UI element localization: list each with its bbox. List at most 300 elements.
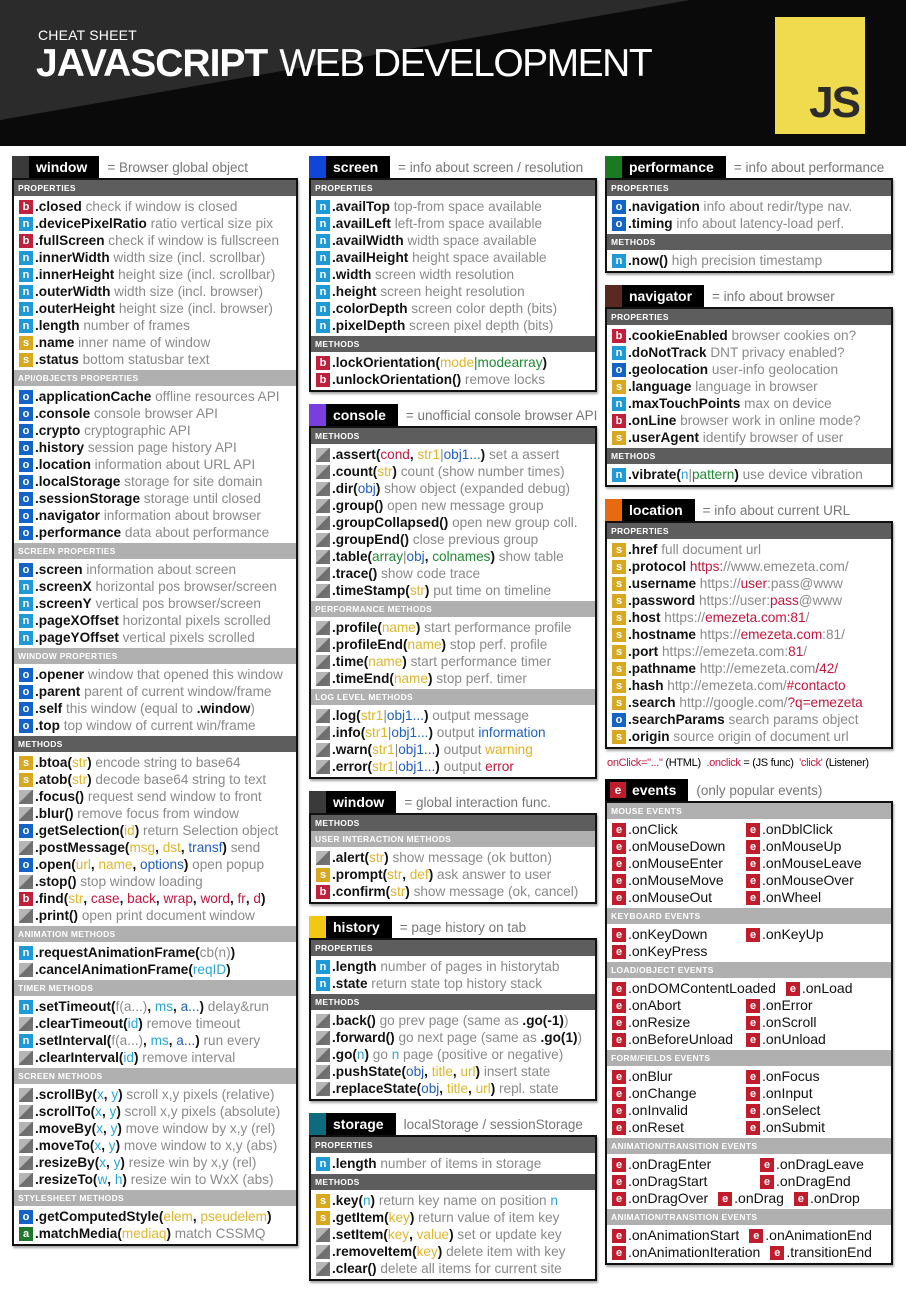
list-item[interactable] (19, 405, 292, 422)
row-text-segment: remove timeout (142, 1016, 241, 1031)
card-title: navigator (629, 288, 693, 304)
function-badge-icon (316, 584, 330, 598)
list-item[interactable] (19, 300, 292, 317)
list-item[interactable] (19, 1225, 292, 1242)
event-row (612, 1068, 887, 1085)
row-text-segment: .length (332, 1156, 377, 1171)
list-item[interactable] (19, 998, 292, 1015)
event-item[interactable] (746, 1031, 887, 1048)
event-item[interactable] (786, 980, 853, 997)
row-text-segment: x (95, 1104, 102, 1119)
list-item[interactable] (19, 629, 292, 646)
list-item[interactable] (19, 490, 292, 507)
row-text-segment: mode (440, 355, 475, 370)
list-item[interactable] (316, 1155, 591, 1172)
row-text-segment: width size (incl. browser) (110, 284, 263, 299)
list-item[interactable] (612, 626, 887, 643)
list-item[interactable] (316, 266, 591, 283)
list-item[interactable] (612, 361, 887, 378)
row-text-segment: data about performance (121, 525, 270, 540)
list-item[interactable] (612, 429, 887, 446)
list-item[interactable] (19, 944, 292, 961)
row-text-segment: vertical pos browser/screen (91, 596, 261, 611)
row-text-segment: ) (120, 1155, 125, 1170)
row-text-segment: .status (35, 352, 79, 367)
event-badge-icon: e (612, 1121, 626, 1135)
function-badge-icon (316, 1065, 330, 1079)
row-text-segment: , (103, 1087, 112, 1102)
list-item[interactable] (316, 514, 591, 531)
list-item[interactable] (19, 422, 292, 439)
event-item[interactable] (746, 838, 887, 855)
list-item[interactable] (316, 548, 591, 565)
list-item[interactable] (612, 728, 887, 745)
row-text-segment: .navigation (628, 199, 700, 214)
row-text-segment: output (432, 725, 479, 740)
row-text-segment: top window of current win/frame (59, 718, 256, 733)
list-item[interactable] (612, 466, 887, 483)
row-text-segment: ) (138, 1016, 143, 1031)
row-text-segment: title (446, 1081, 469, 1096)
row-text-segment: .maxTouchPoints (628, 396, 741, 411)
row-text-segment: pseudelem (200, 1209, 267, 1224)
section-rows (14, 386, 296, 543)
card-description: = Browser global object (107, 159, 249, 175)
event-item[interactable] (612, 1156, 760, 1173)
event-item[interactable] (749, 1227, 872, 1244)
section-rows (14, 559, 296, 648)
row-text-segment: full document url (657, 542, 761, 557)
event-item[interactable] (612, 889, 746, 906)
event-item[interactable] (770, 1244, 872, 1261)
event-item[interactable] (760, 1156, 887, 1173)
row-text-segment: check if window is fullscreen (104, 233, 280, 248)
list-item[interactable] (316, 1063, 591, 1080)
row-text-segment: ) (195, 1033, 200, 1048)
event-item[interactable] (612, 872, 746, 889)
list-item[interactable] (612, 558, 887, 575)
number-badge-icon: n (316, 217, 330, 231)
number-badge-icon: n (612, 254, 626, 268)
row-text-segment: .history (35, 440, 85, 455)
row-text-segment: start performance profile (420, 620, 572, 635)
list-item[interactable] (316, 707, 591, 724)
list-item[interactable] (19, 907, 292, 924)
list-item[interactable] (19, 1208, 292, 1225)
list-item[interactable] (19, 507, 292, 524)
event-item[interactable] (746, 855, 887, 872)
event-item[interactable] (718, 1190, 784, 1207)
row-text-segment: .availWidth (332, 233, 404, 248)
event-item[interactable] (746, 1102, 887, 1119)
list-item[interactable] (19, 1086, 292, 1103)
row-text-segment: width space available (403, 233, 537, 248)
event-name: .onClick (628, 821, 678, 837)
list-item[interactable] (19, 524, 292, 541)
row-text-segment: delete item with key (442, 1244, 566, 1259)
row-text-segment: x (96, 1087, 104, 1102)
list-item[interactable] (316, 1029, 591, 1046)
section-header: PERFORMANCE METHODS (311, 601, 595, 617)
list-item[interactable] (316, 446, 591, 463)
row-text-segment: .navigator (35, 508, 100, 523)
list-item[interactable] (19, 317, 292, 334)
card-header (605, 779, 893, 801)
event-item[interactable] (612, 838, 746, 855)
row-text-segment: , (106, 1155, 114, 1170)
list-item[interactable] (612, 711, 887, 728)
row-text-segment: count (show number times) (396, 464, 565, 479)
list-item[interactable] (19, 1154, 292, 1171)
event-item[interactable] (612, 1031, 746, 1048)
row-text-segment: ) (375, 481, 381, 496)
list-item[interactable] (19, 198, 292, 215)
list-item[interactable] (316, 371, 591, 388)
list-item[interactable] (19, 873, 292, 890)
row-text-segment: .screenX (35, 579, 92, 594)
row-text-segment: http://google.com/ (675, 695, 788, 710)
section-rows (607, 250, 891, 271)
list-item[interactable] (19, 822, 292, 839)
list-item[interactable] (19, 473, 292, 490)
list-item[interactable] (316, 354, 591, 371)
list-item[interactable] (19, 856, 292, 873)
row-text-segment: ) (427, 671, 433, 686)
section-rows (311, 956, 595, 994)
list-item[interactable] (316, 883, 591, 900)
list-item[interactable] (19, 439, 292, 456)
list-item[interactable] (612, 609, 887, 626)
event-item[interactable] (612, 1173, 760, 1190)
row-text-segment: ) (428, 725, 433, 740)
list-item[interactable] (316, 1260, 591, 1277)
card-screen (309, 156, 597, 392)
event-row (612, 1227, 887, 1244)
event-item[interactable] (612, 926, 746, 943)
row-text-segment: output (439, 742, 486, 757)
list-item[interactable] (19, 232, 292, 249)
event-name: .onSubmit (762, 1119, 826, 1135)
event-item[interactable] (612, 821, 746, 838)
card-title-tab (605, 156, 726, 178)
card-performance (605, 156, 893, 273)
row-text-segment: ratio vertical size pix (146, 216, 273, 231)
list-item[interactable] (316, 758, 591, 775)
list-item[interactable] (612, 252, 887, 269)
event-row (612, 1085, 887, 1102)
list-item[interactable] (19, 788, 292, 805)
list-item[interactable] (612, 378, 887, 395)
card-title-tab (309, 156, 390, 178)
row-text-segment: .vibrate( (628, 467, 681, 482)
event-badge-icon: e (612, 1033, 626, 1047)
color-chip-icon (309, 791, 326, 813)
object-badge-icon: o (19, 424, 33, 438)
list-item[interactable] (316, 1192, 591, 1209)
function-badge-icon (316, 655, 330, 669)
row-text-segment: .fullScreen (35, 233, 105, 248)
list-item[interactable] (19, 1103, 292, 1120)
row-text-segment: delay&run (203, 999, 269, 1014)
boolean-badge-icon: b (316, 373, 330, 387)
row-text-segment: ) (134, 823, 140, 838)
event-name: .onMouseDown (628, 838, 726, 854)
list-item[interactable] (316, 300, 591, 317)
list-item[interactable] (19, 215, 292, 232)
row-text-segment: .availHeight (332, 250, 409, 265)
list-item[interactable] (19, 754, 292, 771)
list-item[interactable] (316, 1046, 591, 1063)
list-item[interactable] (19, 595, 292, 612)
row-text-segment: f(a...) (115, 999, 148, 1014)
list-item[interactable] (19, 839, 292, 856)
list-item[interactable] (316, 497, 591, 514)
card-window-interaction (309, 791, 597, 904)
event-item[interactable] (746, 889, 887, 906)
event-item[interactable] (612, 1068, 746, 1085)
row-text-segment: return value of item key (414, 1210, 560, 1225)
list-item[interactable] (316, 215, 591, 232)
event-item[interactable] (612, 943, 707, 960)
row-text-segment: ) (449, 1227, 454, 1242)
section-header: METHODS (311, 815, 595, 831)
row-text-segment: return Selection object (139, 823, 279, 838)
string-badge-icon: s (19, 773, 33, 787)
list-item[interactable] (19, 717, 292, 734)
row-text-segment: obj1... (398, 759, 436, 774)
row-text-segment: , (155, 840, 163, 855)
section-header: KEYBOARD EVENTS (607, 908, 891, 924)
list-item[interactable] (612, 344, 887, 361)
event-item[interactable] (612, 1190, 708, 1207)
list-item[interactable] (316, 317, 591, 334)
row-text-segment: ) (577, 1030, 583, 1045)
list-item[interactable] (19, 351, 292, 368)
event-row (612, 838, 887, 855)
list-item[interactable] (612, 541, 887, 558)
row-text-segment: .outerHeight (35, 301, 116, 316)
row-text-segment: ms (154, 999, 173, 1014)
list-item[interactable] (316, 1012, 591, 1029)
list-item[interactable] (19, 666, 292, 683)
list-item[interactable] (19, 1137, 292, 1154)
list-item[interactable] (612, 327, 887, 344)
event-item[interactable] (612, 1244, 760, 1261)
list-item[interactable] (316, 975, 591, 992)
list-item[interactable] (19, 1049, 292, 1066)
list-item[interactable] (316, 1243, 591, 1260)
list-item[interactable] (19, 1171, 292, 1188)
object-badge-icon: o (19, 407, 33, 421)
row-text-segment: , (409, 447, 418, 462)
list-item[interactable] (19, 700, 292, 717)
list-item[interactable] (316, 653, 591, 670)
list-item[interactable] (316, 531, 591, 548)
section-header: MOUSE EVENTS (607, 803, 891, 819)
row-text-segment: height size (incl. scrollbar) (114, 267, 276, 282)
row-text-segment: @www (798, 593, 843, 608)
event-item[interactable] (612, 980, 776, 997)
row-text-segment: .getSelection( (35, 823, 125, 838)
row-text-segment: .hash (628, 678, 664, 693)
list-item[interactable] (316, 670, 591, 687)
list-item[interactable] (612, 215, 887, 232)
row-text-segment: name (381, 620, 416, 635)
list-item[interactable] (316, 866, 591, 883)
event-name: .onResize (628, 1014, 691, 1030)
list-item[interactable] (316, 1209, 591, 1226)
row-text-segment: .blur() (35, 806, 74, 821)
list-item[interactable] (316, 724, 591, 741)
row-text-segment: , (424, 1064, 432, 1079)
section-rows (14, 1084, 296, 1190)
list-item[interactable] (19, 249, 292, 266)
section-header: TIMER METHODS (14, 980, 296, 996)
event-badge-icon: e (746, 840, 760, 854)
event-name: .onLoad (801, 980, 853, 996)
row-text-segment: obj1... (443, 447, 481, 462)
list-item[interactable] (612, 198, 887, 215)
list-item[interactable] (19, 388, 292, 405)
row-text-segment: .group() (332, 498, 384, 513)
row-text-segment: .opener (35, 667, 85, 682)
string-badge-icon: s (316, 1194, 330, 1208)
event-item[interactable] (612, 855, 746, 872)
event-item[interactable] (746, 997, 887, 1014)
list-item[interactable] (19, 890, 292, 907)
event-name: .onDragEnter (628, 1156, 712, 1172)
list-item[interactable] (19, 1120, 292, 1137)
row-text-segment: show table (494, 549, 564, 564)
row-text-segment: .prompt( (332, 867, 388, 882)
function-badge-icon (19, 790, 33, 804)
event-name: .onKeyUp (762, 926, 824, 942)
list-item[interactable] (316, 636, 591, 653)
section-header: METHODS (607, 448, 891, 464)
list-item[interactable] (316, 232, 591, 249)
event-name: .transitionEnd (786, 1244, 872, 1260)
list-item[interactable] (612, 592, 887, 609)
row-text-segment: n (356, 1047, 365, 1062)
list-item[interactable] (316, 463, 591, 480)
list-item[interactable] (19, 771, 292, 788)
event-item[interactable] (612, 1085, 746, 1102)
list-item[interactable] (316, 741, 591, 758)
list-item[interactable] (19, 456, 292, 473)
event-item[interactable] (746, 821, 887, 838)
section-header: PROPERTIES (607, 180, 891, 196)
list-item[interactable] (316, 283, 591, 300)
row-text-segment: http://emezeta.com (695, 661, 816, 676)
card-title-tab (309, 916, 392, 938)
list-item[interactable] (19, 683, 292, 700)
event-item[interactable] (746, 872, 887, 889)
row-text-segment: .innerWidth (35, 250, 110, 265)
string-badge-icon: s (19, 756, 33, 770)
card-title: location (629, 502, 683, 518)
row-text-segment: ) (435, 759, 440, 774)
boolean-badge-icon: b (612, 329, 626, 343)
list-item[interactable] (19, 1015, 292, 1032)
list-item[interactable] (316, 1080, 591, 1097)
list-item[interactable] (316, 480, 591, 497)
list-item[interactable] (316, 565, 591, 582)
list-item[interactable] (316, 582, 591, 599)
event-item[interactable] (794, 1190, 860, 1207)
list-item[interactable] (612, 412, 887, 429)
list-item[interactable] (19, 805, 292, 822)
card-body (605, 521, 893, 749)
string-badge-icon: s (316, 868, 330, 882)
list-item[interactable] (612, 694, 887, 711)
list-item[interactable] (19, 578, 292, 595)
event-item[interactable] (612, 997, 746, 1014)
row-text-segment: information about URL API (90, 457, 256, 472)
row-text-segment: , (180, 840, 189, 855)
event-item[interactable] (746, 926, 887, 943)
object-badge-icon: o (19, 668, 33, 682)
list-item[interactable] (316, 1226, 591, 1243)
card-title-tab (605, 499, 695, 521)
list-item[interactable] (612, 660, 887, 677)
row-text-segment: .time( (332, 654, 369, 669)
event-item[interactable] (612, 1102, 746, 1119)
list-item[interactable] (612, 677, 887, 694)
list-item[interactable] (19, 266, 292, 283)
row-text-segment: pattern (691, 467, 735, 482)
list-item[interactable] (19, 612, 292, 629)
list-item[interactable] (316, 849, 591, 866)
list-item[interactable] (19, 334, 292, 351)
function-badge-icon (316, 851, 330, 865)
event-item[interactable] (746, 1014, 887, 1031)
event-item[interactable] (746, 1068, 887, 1085)
row-text-segment: .outerWidth (35, 284, 111, 299)
list-item[interactable] (316, 198, 591, 215)
list-item[interactable] (612, 643, 887, 660)
event-item[interactable] (760, 1173, 887, 1190)
event-item[interactable] (612, 1014, 746, 1031)
list-item[interactable] (612, 395, 887, 412)
list-item[interactable] (19, 283, 292, 300)
row-text-segment: left-from space available (390, 216, 543, 231)
row-text-segment: .focus() (35, 789, 85, 804)
event-badge-icon: e (612, 840, 626, 854)
row-text-segment: , (229, 891, 238, 906)
list-item[interactable] (19, 561, 292, 578)
list-item[interactable] (316, 619, 591, 636)
row-text-segment: cb(n) (199, 945, 231, 960)
list-item[interactable] (19, 1032, 292, 1049)
section-header: METHODS (311, 994, 595, 1010)
row-text-segment: .assert( (332, 447, 381, 462)
function-badge-icon (316, 1014, 330, 1028)
list-item[interactable] (19, 961, 292, 978)
event-item[interactable] (612, 1227, 739, 1244)
row-text-segment: https://emezeta.com: (658, 644, 789, 659)
list-item[interactable] (316, 958, 591, 975)
row-text-segment: error (485, 759, 514, 774)
event-item[interactable] (746, 1119, 887, 1136)
row-text-segment: .postMessage( (35, 840, 130, 855)
event-item[interactable] (746, 1085, 887, 1102)
object-badge-icon: o (612, 363, 626, 377)
list-item[interactable] (612, 575, 887, 592)
event-row (612, 1102, 887, 1119)
list-item[interactable] (316, 249, 591, 266)
event-item[interactable] (612, 1119, 746, 1136)
card-title-tab (605, 779, 688, 801)
